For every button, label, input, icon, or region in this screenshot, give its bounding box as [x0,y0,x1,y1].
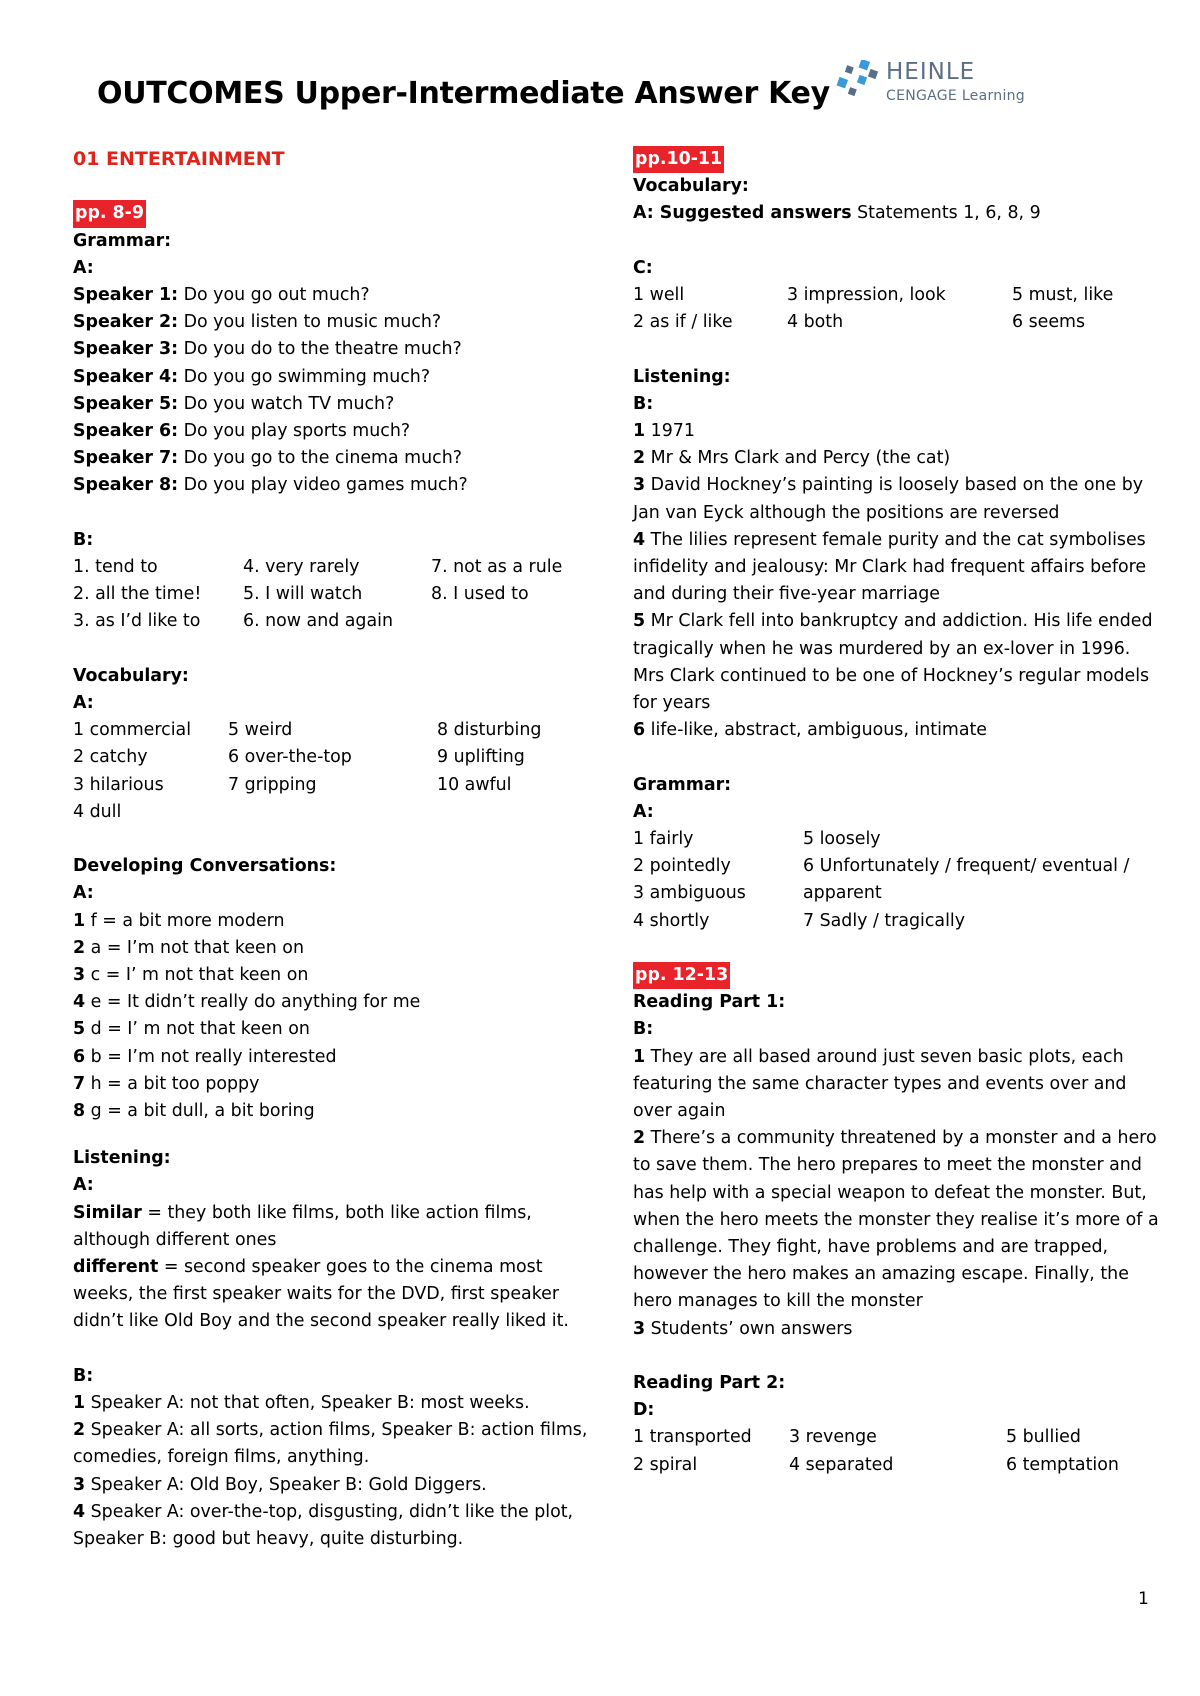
answer-row: 1. tend to 4. very rarely 7. not as a rule [73,557,563,578]
section-label-a: A: [73,693,94,714]
developing-conversations-heading: Developing Conversations: [73,856,337,877]
list-item: 1 They are all based around just seven basic plots, each featuring the same character types and events over and over again [633,1046,1127,1122]
list-item: 4 e = It didn’t really do anything for me [73,992,421,1013]
answer-row: 2 spiral 4 separated 6 temptation [633,1454,1119,1475]
vocabulary-heading: Vocabulary: [633,176,749,197]
list-item: Speaker 2: Do you listen to music much? [73,312,442,333]
list-item: 8 g = a bit dull, a bit boring [73,1101,315,1122]
list-item: 2 a = I’m not that keen on [73,937,304,958]
answer-row: 4 dull [73,801,122,822]
answer-row: 4 shortly 7 Sadly / tragically [633,910,966,931]
list-item: Speaker 6: Do you play sports much? [73,421,411,442]
section-label-a: A: [633,801,654,822]
answer-row: 2 catchy 6 over-the-top 9 uplifting [73,747,525,768]
list-item: 3 David Hockney’s painting is loosely based on the one by Jan van Eyck although the positions are reversed [633,475,1144,523]
list-item: Speaker 3: Do you do to the theatre much? [73,339,462,360]
list-item: 1 f = a bit more modern [73,910,285,931]
reading-part-1-heading: Reading Part 1: [633,992,786,1013]
list-item: 1 1971 [633,421,695,441]
reading-part-2-heading: Reading Part 2: [633,1373,786,1394]
section-label-b: B: [73,529,94,550]
section-label-b: B: [633,1019,654,1040]
grammar-heading: Grammar: [633,774,732,795]
section-label-c: C: [633,257,653,278]
section-label-a: A: [73,257,94,278]
listening-heading: Listening: [73,1148,171,1169]
list-item: Speaker 5: Do you watch TV much? [73,393,395,414]
page-range-badge: pp. 8-9 [73,200,146,227]
section-label-a: A: [73,1175,94,1196]
vocabulary-heading: Vocabulary: [73,665,189,686]
list-item: A: Suggested answers Statements 1, 6, 8, 9 [633,203,1041,224]
publisher-logo [836,58,1036,108]
list-item: 4 Speaker A: over-the-top, disgusting, didn’t like the plot, Speaker B: good but heavy, quite disturbing. [73,1501,574,1550]
logo-mark-icon [836,60,880,100]
list-item: 4 The lilies represent female purity and the cat symbolises infidelity and jealousy: Mr Clark had frequent affairs before and during their five-year marriage [633,529,1147,605]
page-range-badge: pp.10-11 [633,146,724,173]
list-item: 1 Speaker A: not that often, Speaker B: most weeks. [73,1393,530,1414]
page-range-badge: pp. 12-13 [633,962,730,989]
list-item: 6 life-like, abstract, ambiguous, intimate [633,720,988,741]
listening-heading: Listening: [633,366,731,387]
section-label-b: B: [633,393,654,414]
section-label-a: A: [73,883,94,904]
list-item: Speaker 8: Do you play video games much? [73,475,468,496]
list-item: 2 Speaker A: all sorts, action films, Speaker B: action films, comedies, foreign films, anything. [73,1420,588,1468]
page-number: 1 [1138,1589,1149,1609]
answer-row: 1 commercial 5 weird 8 disturbing [73,720,542,741]
list-item: 7 h = a bit too poppy [73,1073,260,1094]
answer-row: 2. all the time! 5. I will watch 8. I used to [73,584,529,605]
answer-row: 1 well 3 impression, look 5 must, like [633,285,1114,305]
answer-row: 1 transported 3 revenge 5 bullied [633,1427,1081,1448]
right-column [633,146,1163,1479]
logo-heinle: HEINLE [886,59,976,85]
answer-row: 2 as if / like 4 both 6 seems [633,312,1086,333]
answer-row: 1 fairly 5 loosely [633,829,881,850]
list-item: Similar = they both like films, both like action films, although different ones [73,1202,532,1250]
page-title: OUTCOMES Upper-Intermediate Answer Key [97,76,830,111]
list-item: Speaker 7: Do you go to the cinema much? [73,448,462,469]
list-item: 3 Speaker A: Old Boy, Speaker B: Gold Diggers. [73,1474,487,1495]
section-label-b: B: [73,1365,94,1386]
logo-cengage: CENGAGE Learning [886,88,1025,104]
section-label-d: D: [633,1400,655,1421]
list-item: 3 Students’ own answers [633,1318,853,1339]
list-item: 5 Mr Clark fell into bankruptcy and addiction. His life ended tragically when he was murdered by an ex-lover in 1996. Mrs Clark continued to be one of Hockney’s regular models for years [633,611,1153,714]
list-item: Speaker 4: Do you go swimming much? [73,366,431,387]
answer-row: 3 hilarious 7 gripping 10 awful [73,774,512,795]
list-item: 5 d = I’ m not that keen on [73,1019,310,1040]
list-item: 2 Mr & Mrs Clark and Percy (the cat) [633,448,951,469]
list-item: Speaker 1: Do you go out much? [73,285,370,305]
answer-row: 3 ambiguous apparent [633,883,882,904]
answer-row: 3. as I’d like to 6. now and again [73,611,393,632]
grammar-heading: Grammar: [73,230,172,251]
left-column [73,146,595,1553]
answer-row: 2 pointedly 6 Unfortunately / frequent/ eventual / [633,856,1130,877]
list-item: 6 b = I’m not really interested [73,1046,337,1067]
list-item: different = second speaker goes to the cinema most weeks, the first speaker waits for the DVD, first speaker didn’t like Old Boy and the second speaker really liked it. [73,1257,569,1332]
list-item: 3 c = I’ m not that keen on [73,965,309,986]
list-item: 2 There’s a community threatened by a monster and a hero to save them. The hero prepares to meet the monster and has help with a special weapon to defeat the monster. But, when the hero meets the monster they realise it’s more of a challenge. They fight, have problems and are trapped, however the hero makes an amazing escape. Finally, the hero manages to kill the monster [633,1128,1159,1312]
unit-title: 01 ENTERTAINMENT [73,148,285,170]
